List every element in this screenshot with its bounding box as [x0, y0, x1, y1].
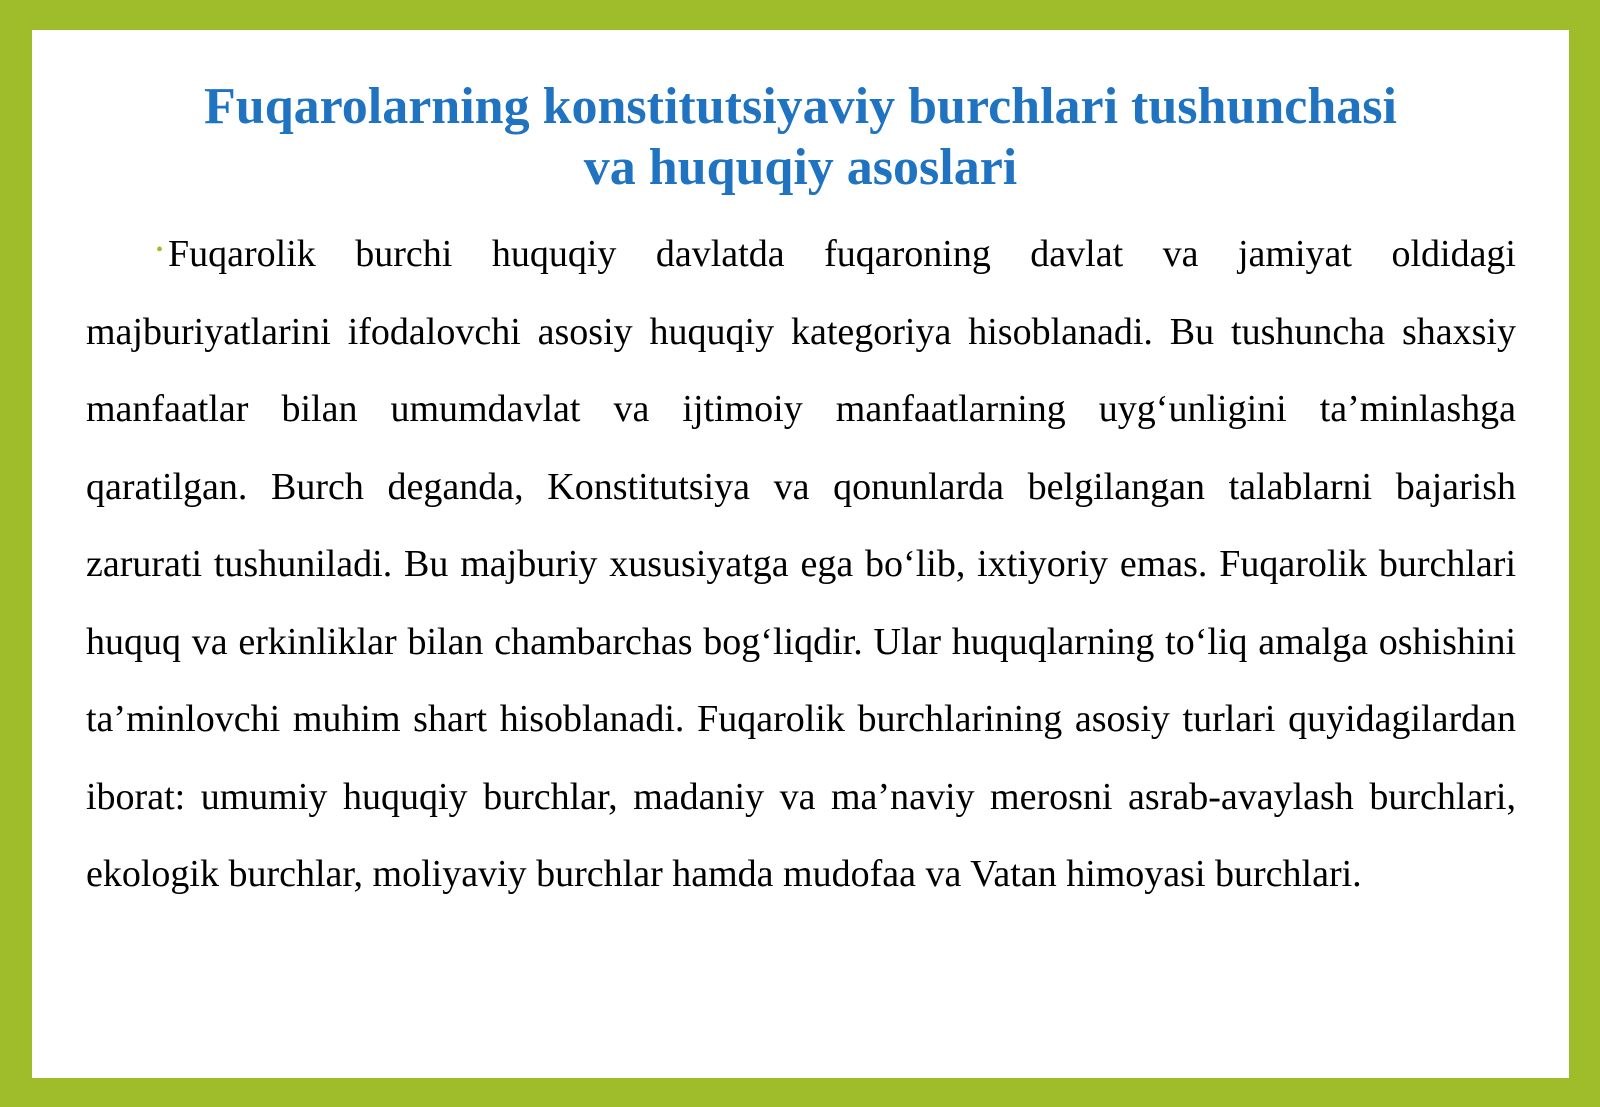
body-paragraph [86, 212, 1516, 914]
slide [32, 30, 1569, 1078]
slide-title [32, 76, 1569, 198]
slide-title-line-1: Fuqarolarning konstitutsiyaviy burchlari tushunchasi [204, 78, 1397, 135]
slide-title-line-2: va huquqiy asoslari [583, 139, 1018, 196]
bullet-icon: • [156, 239, 164, 261]
body-paragraph-text: Fuqarolik burchi huquqiy davlatda fuqaroning davlat va jamiyat oldidagi majburiyatlarini ifodalovchi asosiy huquqiy kategoriya hisoblanadi. Bu tushuncha shaxsiy manfaatlar bilan umumdavlat va ijtimoiy manfaatlarning uyg‘unligini ta’minlashga qaratilgan. Burch deganda, Konstitutsiya va qonunlarda belgilangan talablarni bajarish zarurati tushuniladi. Bu majburiy xususiyatga ega bo‘lib, ixtiyoriy emas. Fuqarolik burchlari huquq va erkinliklar bilan chambarchas bog‘liqdir. Ular huquqlarning to‘liq amalga oshishini ta’minlovchi muhim shart hisoblanadi. Fuqarolik burchlarining asosiy turlari quyidagilardan iborat: umumiy huquqiy burchlar, madaniy va ma’naviy merosni asrab-avaylash burchlari, ekologik burchlar, moliyaviy burchlar hamda mudofaa va Vatan himoyasi burchlari. [86, 233, 1516, 895]
